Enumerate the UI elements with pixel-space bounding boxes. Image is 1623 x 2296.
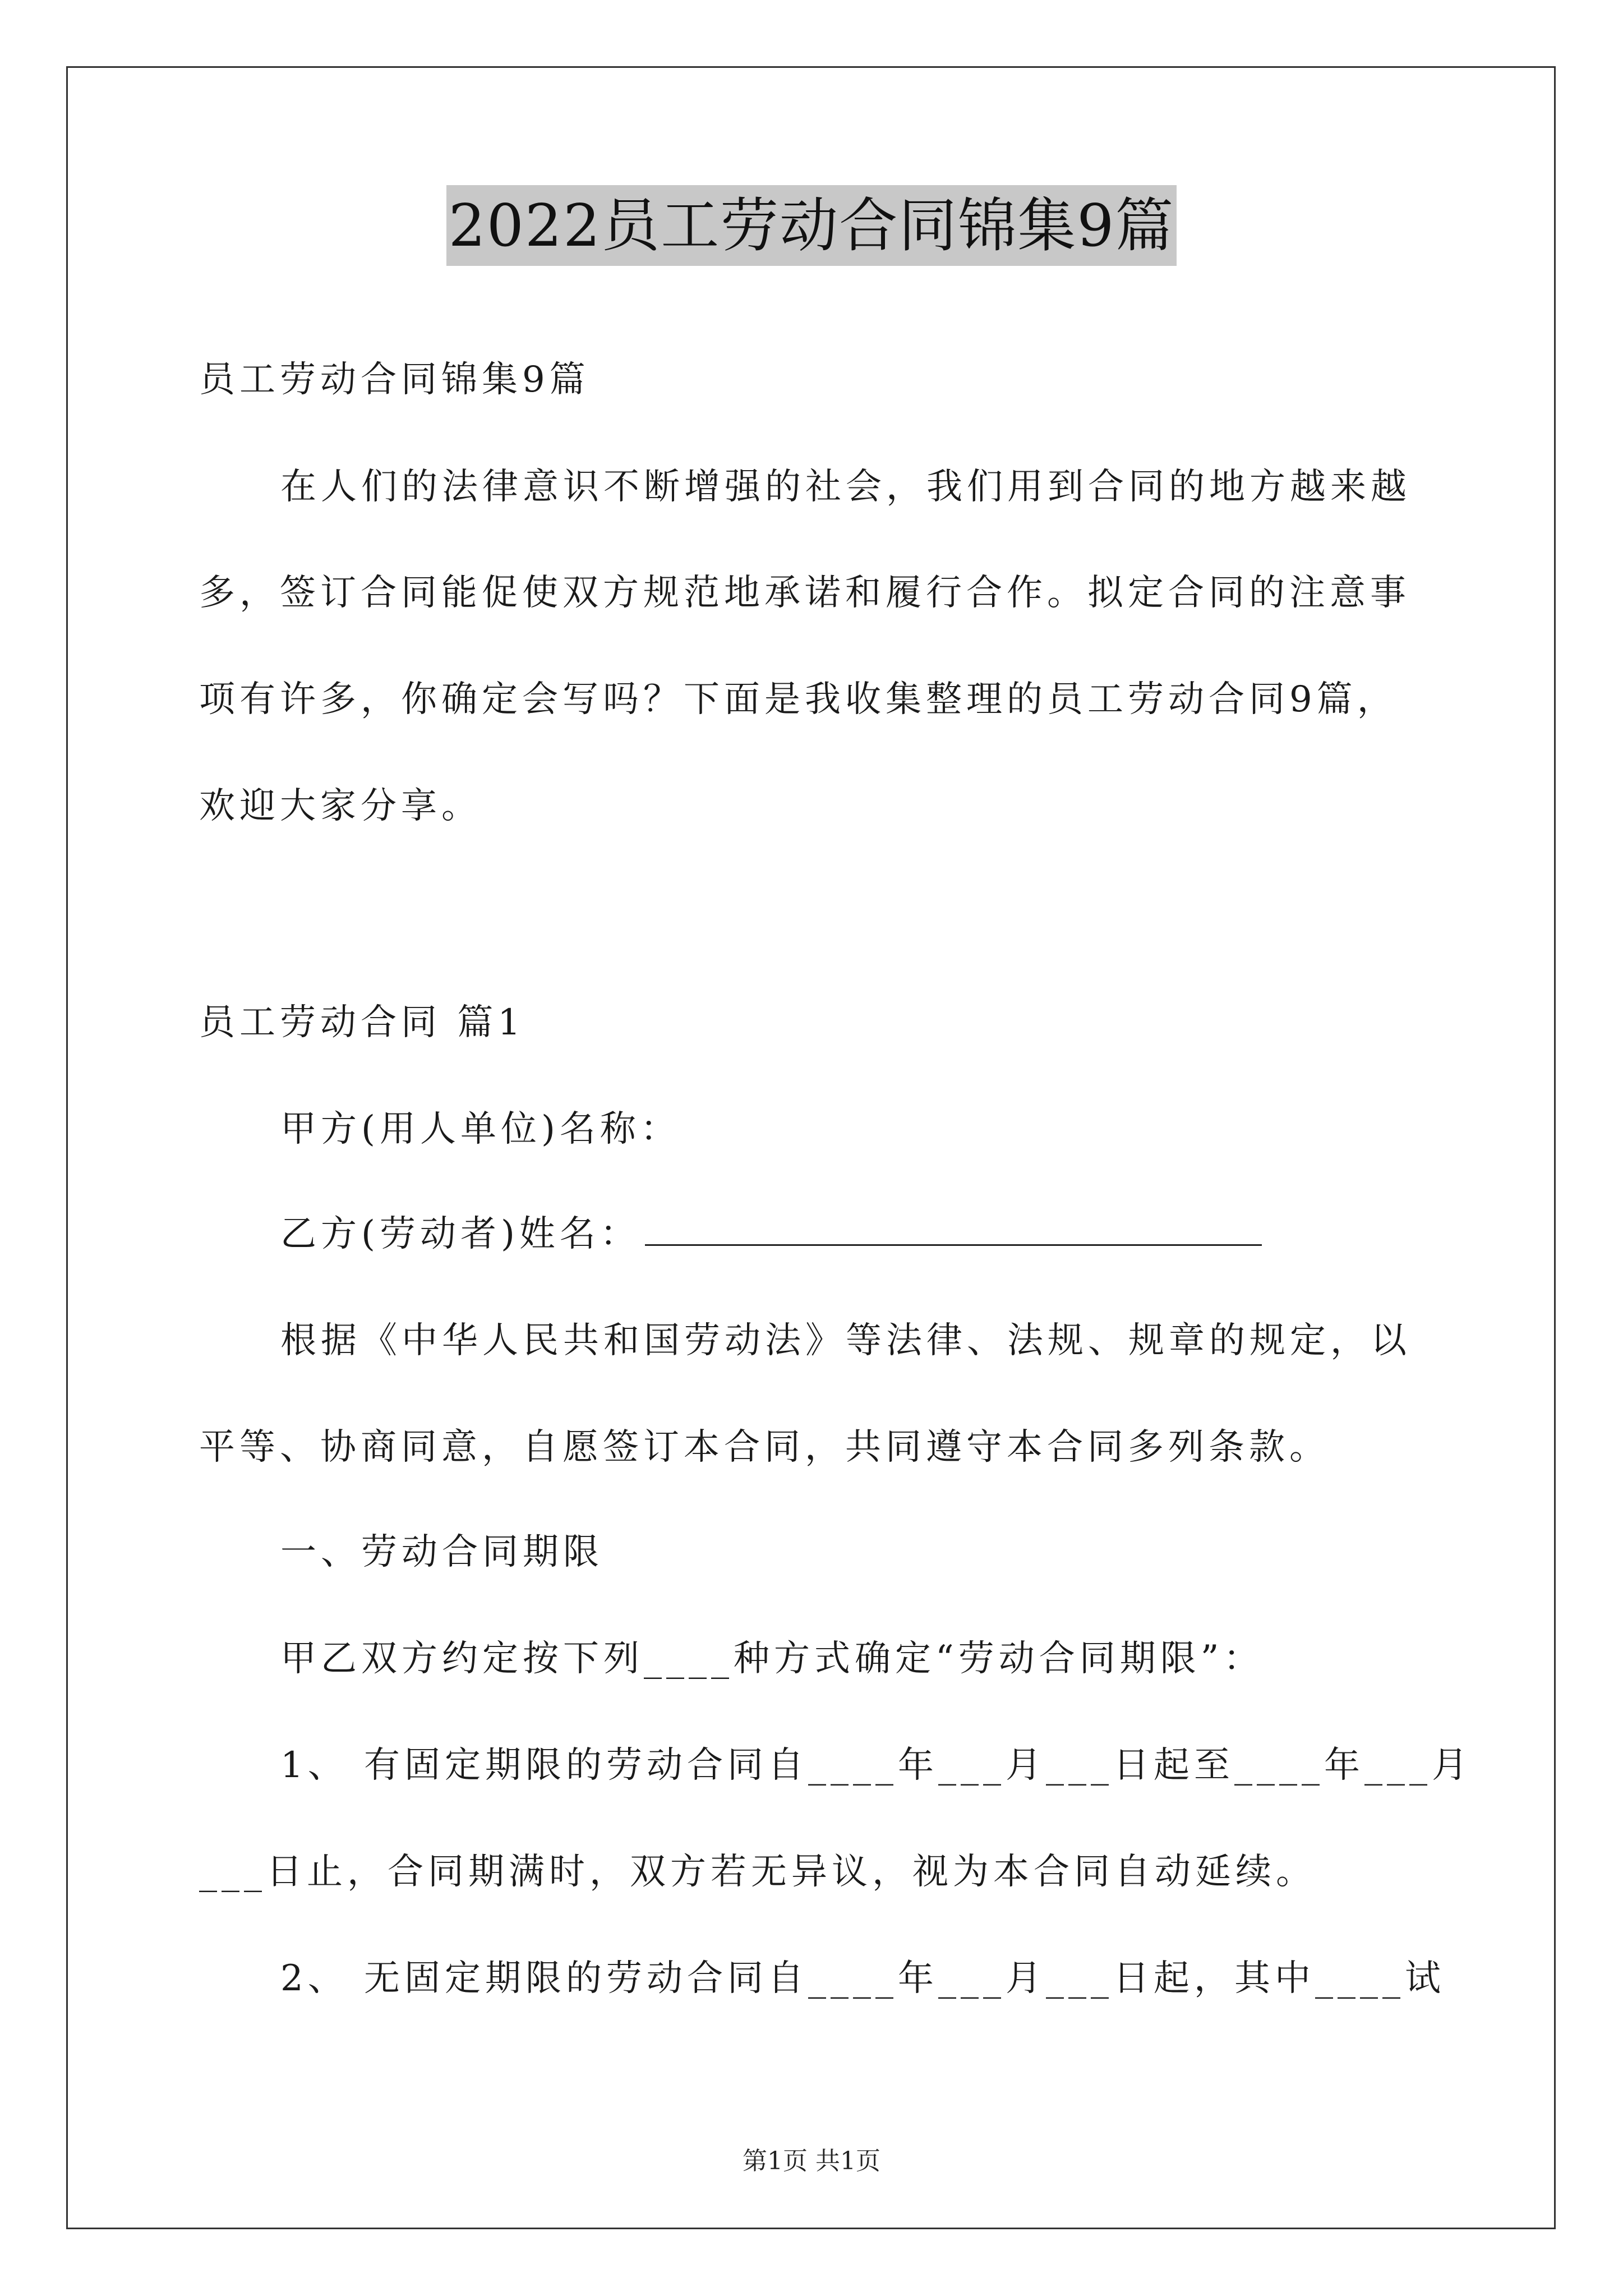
paragraph-line: 多，签订合同能促使双方规范地承诺和履行合作。拟定合同的注意事: [199, 572, 1410, 614]
paragraph-line: 甲乙双方约定按下列____种方式确定“劳动合同期限”：: [280, 1638, 1264, 1680]
paragraph-line: 甲方(用人单位)名称：: [280, 1108, 681, 1150]
paragraph-line: ___日止，合同期满时，双方若无异议，视为本合同自动延续。: [199, 1851, 1316, 1893]
name-field-line: [280, 1212, 1514, 1257]
paragraph-line: 项有许多，你确定会写吗？下面是我收集整理的员工劳动合同9篇，: [199, 679, 1398, 720]
page-footer: 第1页 共1页: [743, 2147, 880, 2175]
clause-heading: 一、劳动合同期限: [280, 1531, 603, 1573]
name-blank-line: [645, 1212, 1262, 1246]
title-container: [0, 185, 1623, 266]
paragraph-line: 1、 有固定期限的劳动合同自____年___月___日起至____年___月: [280, 1745, 1473, 1786]
paragraph-line: 2、 无固定期限的劳动合同自____年___月___日起，其中____试: [280, 1958, 1446, 1999]
subtitle-line: 员工劳动合同锦集9篇: [199, 359, 590, 401]
paragraph-line: 平等、协商同意，自愿签订本合同，共同遵守本合同多列条款。: [199, 1427, 1330, 1468]
section-heading: 员工劳动合同 篇1: [199, 1002, 525, 1043]
document-title: 2022员工劳动合同锦集9篇: [446, 185, 1177, 266]
paragraph-line: 欢迎大家分享。: [199, 785, 482, 827]
name-field-label: 乙方(劳动者)姓名：: [280, 1213, 640, 1255]
paragraph-line: 在人们的法律意识不断增强的社会，我们用到合同的地方越来越: [280, 466, 1411, 508]
paragraph-line: 根据《中华人民共和国劳动法》等法律、法规、规章的规定，以: [280, 1320, 1411, 1361]
